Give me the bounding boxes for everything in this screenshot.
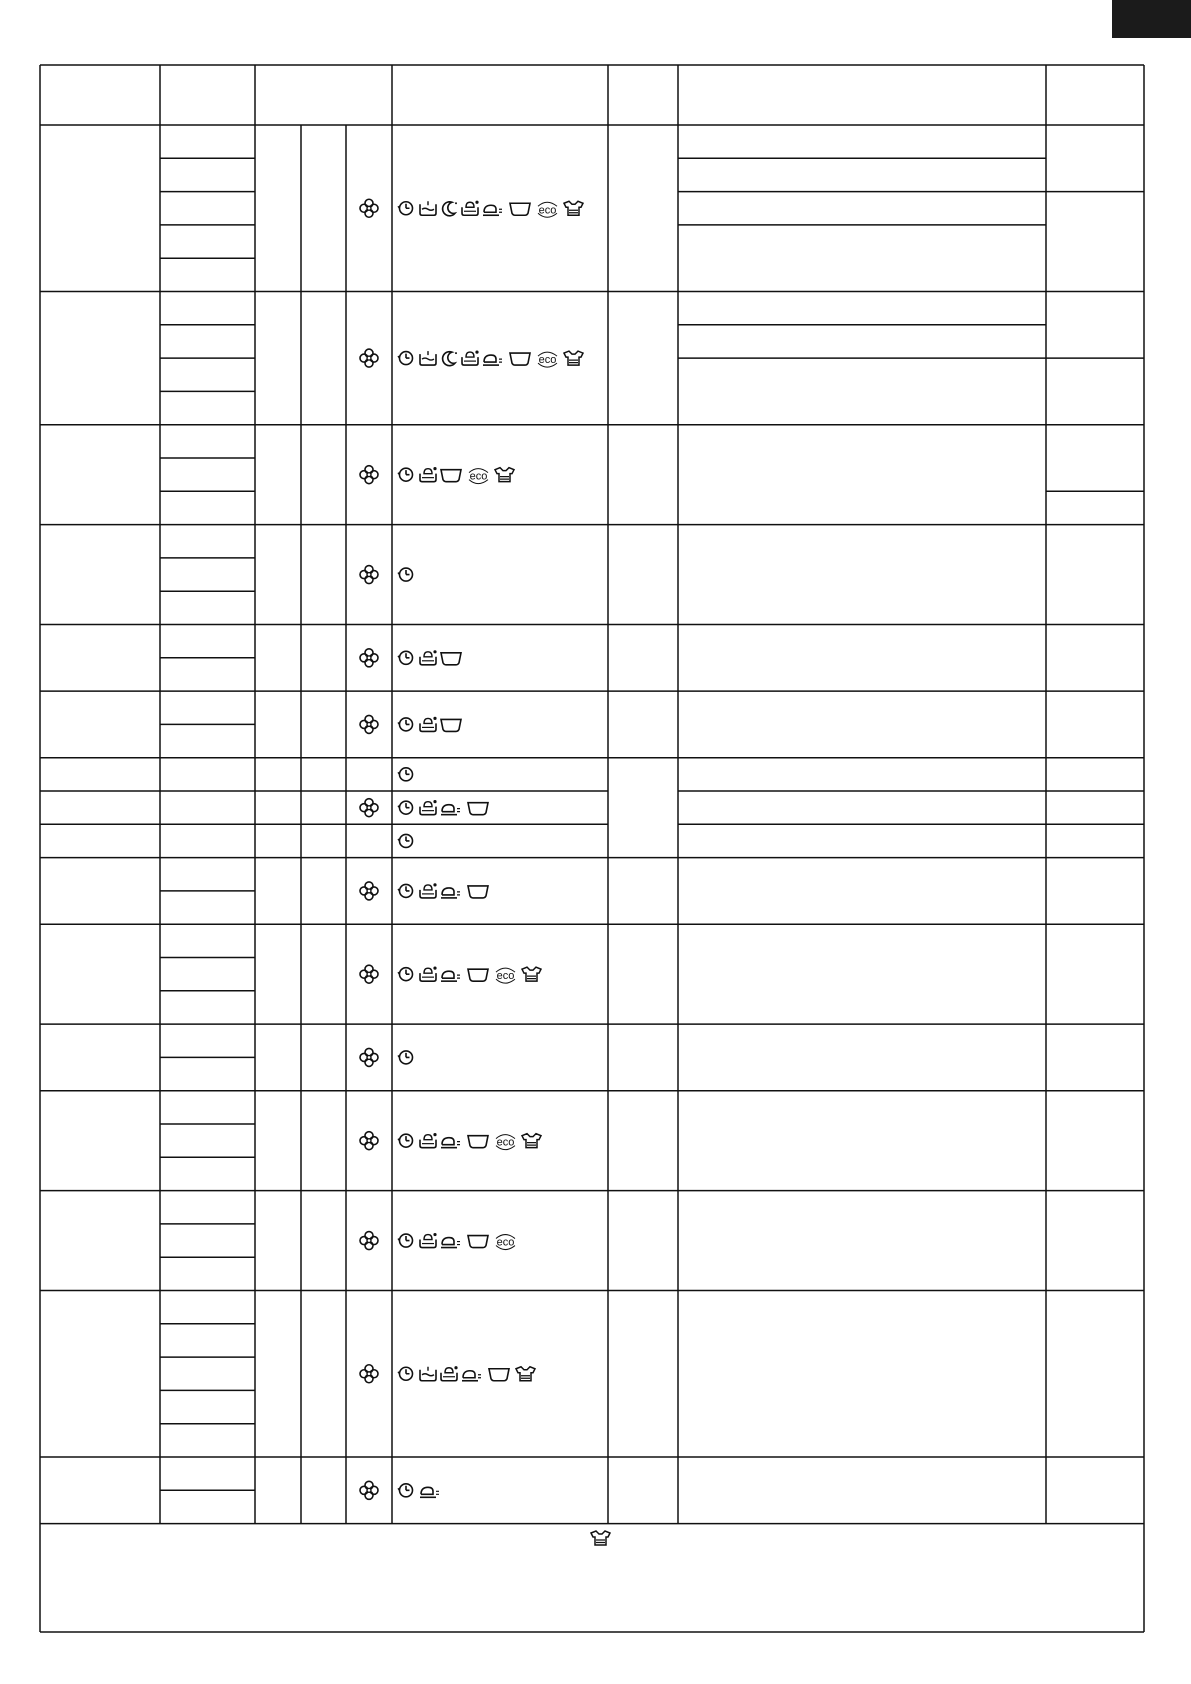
extra-rinse-icon (462, 1371, 481, 1381)
table-grid (40, 65, 1144, 1632)
clock-icon (398, 801, 413, 814)
fan-flower-icon (360, 799, 378, 817)
clock-icon (398, 352, 413, 365)
intensive-wash-icon (420, 717, 437, 732)
intensive-wash-icon (462, 351, 479, 366)
fan-flower-icon (360, 1048, 378, 1066)
clock-icon (398, 1484, 413, 1497)
extra-rinse-icon (483, 205, 502, 215)
clock-icon (398, 1367, 413, 1380)
intensive-wash-icon (441, 1366, 458, 1381)
extra-rinse-icon (441, 971, 460, 981)
tub-icon (468, 1236, 488, 1248)
shirt-iron-icon (495, 468, 514, 482)
tub-icon (468, 886, 488, 898)
eco-icon (469, 469, 488, 484)
intensive-wash-icon (420, 800, 437, 815)
clock-icon (398, 884, 413, 897)
intensive-wash-icon (420, 967, 437, 982)
clock-icon (398, 834, 413, 847)
prewash-tub-icon (420, 351, 436, 365)
eco-icon (496, 968, 515, 983)
shirt-iron-icon (522, 1134, 541, 1148)
shirt-iron-icon (516, 1367, 535, 1381)
clock-icon (398, 651, 413, 664)
extra-rinse-icon (441, 1138, 460, 1148)
tub-icon (441, 719, 461, 731)
fan-flower-icon (360, 566, 378, 584)
shirt-iron-icon (522, 967, 541, 981)
fan-flower-icon (360, 1132, 378, 1150)
fan-flower-icon (360, 1365, 378, 1383)
intensive-wash-icon (420, 1233, 437, 1248)
clock-icon (398, 568, 413, 581)
fan-flower-icon (360, 649, 378, 667)
extra-rinse-icon (441, 888, 460, 898)
prewash-tub-icon (420, 1367, 436, 1381)
shirt-iron-icon (564, 351, 583, 365)
tub-icon (468, 1136, 488, 1148)
clock-icon (398, 1051, 413, 1064)
tub-icon (468, 803, 488, 815)
tub-icon (441, 653, 461, 665)
clock-icon (398, 202, 413, 215)
fan-flower-icon (360, 1232, 378, 1250)
clock-icon (398, 468, 413, 481)
fan-flower-icon (360, 965, 378, 983)
legend-area (591, 1531, 610, 1545)
table-cells (360, 199, 583, 1499)
eco-icon (538, 202, 557, 217)
clock-icon (398, 1234, 413, 1247)
moon-icon (443, 202, 457, 216)
eco-icon (496, 1235, 515, 1250)
fan-flower-icon (360, 1481, 378, 1499)
tub-icon (510, 203, 530, 215)
fan-flower-icon (360, 715, 378, 733)
clock-icon (398, 768, 413, 781)
clock-icon (398, 1134, 413, 1147)
fan-flower-icon (360, 882, 378, 900)
intensive-wash-icon (420, 883, 437, 898)
tub-icon (510, 353, 530, 365)
clock-icon (398, 968, 413, 981)
extra-rinse-icon (441, 1238, 460, 1248)
intensive-wash-icon (462, 201, 479, 216)
tub-icon (489, 1369, 509, 1381)
intensive-wash-icon (420, 1133, 437, 1148)
shirt-iron-icon (564, 201, 583, 215)
eco-icon (538, 352, 557, 367)
prewash-tub-icon (420, 201, 436, 215)
program-table: eco (0, 0, 1191, 1684)
intensive-wash-icon (420, 650, 437, 665)
intensive-wash-icon (420, 467, 437, 482)
fan-flower-icon (360, 466, 378, 484)
tub-icon (441, 470, 461, 482)
extra-rinse-icon (483, 355, 502, 365)
fan-flower-icon (360, 199, 378, 217)
clock-icon (398, 718, 413, 731)
fan-flower-icon (360, 349, 378, 367)
legend-shirt-iron-icon (591, 1531, 610, 1545)
moon-icon (443, 352, 457, 366)
tub-icon (468, 969, 488, 981)
extra-rinse-icon (420, 1487, 439, 1497)
eco-icon (496, 1135, 515, 1150)
extra-rinse-icon (441, 805, 460, 815)
